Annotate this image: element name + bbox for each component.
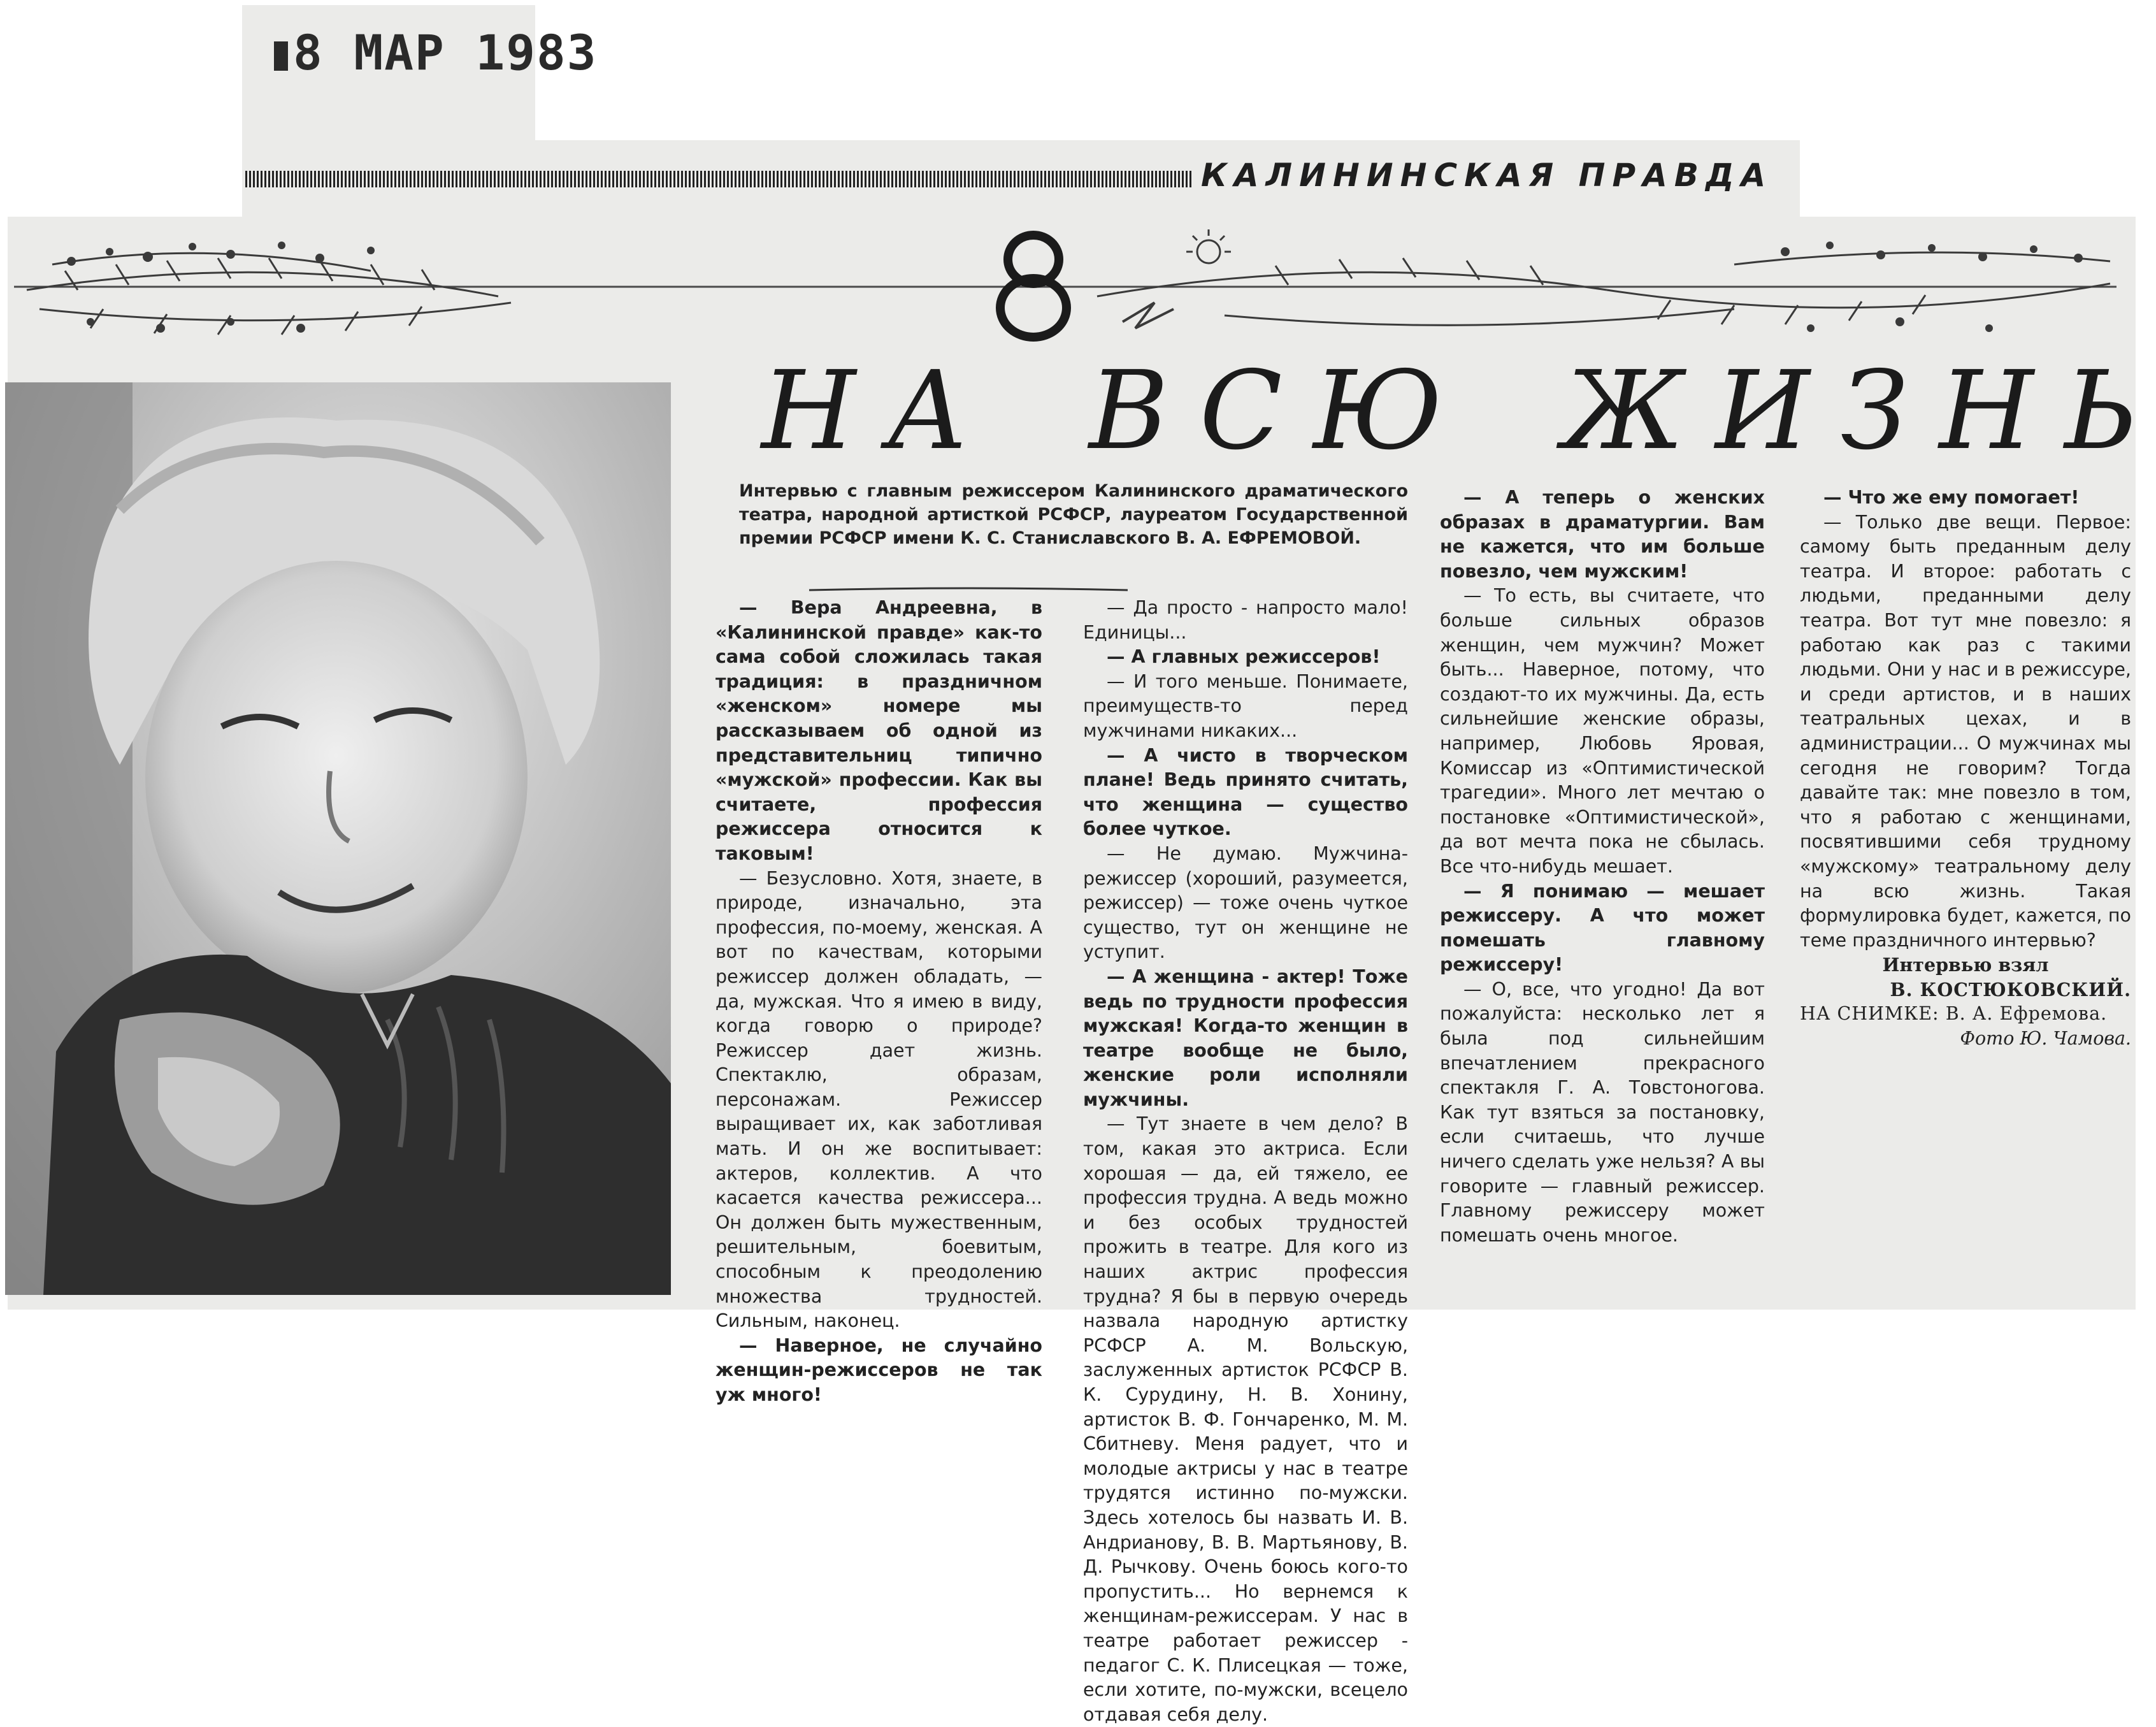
headline-letter: Н <box>1939 348 2034 474</box>
headline-letter: С <box>1199 348 1283 474</box>
question-paragraph: — А главных режиссеров! <box>1107 646 1381 668</box>
masthead-rule <box>245 171 1191 187</box>
article-column-1 <box>715 596 1042 1408</box>
newspaper-name: КАЛИНИНСКАЯ ПРАВДА <box>1201 157 1773 194</box>
headline <box>761 347 2138 475</box>
headline-letter: Ь <box>2064 348 2138 474</box>
answer-paragraph: — Да просто - напросто мало! Единицы... <box>1083 597 1408 643</box>
answer-paragraph: — Только две вещи. Первое: самому быть преданным делу театра. И второе: работать с людьми, преданными делу театра. Вот тут мне повезло: я работаю как раз с такими людьми. Они у нас и в режиссуре, и среди артистов, и в наших театральных цехах, и в администрации... О мужчинах мы сегодня не говорим? Тогда давайте так: мне повезло в том, что я работаю с женщинами, посвятившими себя трудному «мужскому» театральному делу на всю жизнь. Такая формулировка будет, кажется, по теме праздничного интервью? <box>1800 511 2131 951</box>
number-eight <box>1000 235 1067 337</box>
article-column-3 <box>1440 486 1765 1248</box>
lead-paragraph: Интервью с главным режиссером Калининского драматического театра, народной артисткой РСФСР, лауреатом Государственной премии РСФСР имени К. С. Станиславского В. А. ЕФРЕМОВОЙ. <box>739 481 1408 548</box>
answer-paragraph: — И того меньше. Понимаете, преимуществ-то перед мужчинами никаких... <box>1083 670 1408 741</box>
headline-letter: И <box>1715 348 1810 474</box>
date-stamp: 8 МАР 1983 <box>274 24 598 81</box>
sun-icon <box>1186 229 1231 263</box>
question-paragraph: — Наверное, не случайно женщин-режиссеров не так уж много! <box>715 1334 1042 1405</box>
article-column-2 <box>1083 596 1408 1725</box>
answer-paragraph: — Безусловно. Хотя, знаете, в природе, изначально, эта профессия, по-моему, женская. А вот по качествам, которыми режиссер должен обладать, — да, мужская. Что я имею в виду, когда говорю о природе? Режиссер дает жизнь. Спектаклю, образам, персонажам. Режиссер выращивает их, как заботливая мать. И он же воспитывает: актеров, коллектив. А что касается качества режиссера... Он должен быть мужественным, решительным, боевитым, способным к преодолению множества трудностей. Сильным, наконец. <box>715 867 1042 1332</box>
answer-paragraph: — О, все, что угодно! Да вот пожалуйста: несколько лет я была под сильнейшим впечатлением прекрасного спектакля Г. А. Товстоногова. Как тут взяться за постановку, если считаешь, что лучше ничего сделать уже нельзя? А вы говорите — главный режиссер. Главному режиссеру может помешать очень многое. <box>1440 978 1765 1246</box>
mimosa-branch-right <box>1097 252 2110 325</box>
headline-letter: Н <box>761 348 856 474</box>
headline-letter: З <box>1841 348 1909 474</box>
answer-paragraph: — Не думаю. Мужчина-режиссер (хороший, разумеется, режиссер) — тоже очень чуткое существо, тут он женщине не уступит. <box>1083 842 1408 963</box>
answer-paragraph: — То есть, вы считаете, что больше сильных образов женщин, чем мужчин? Может быть... Наверное, потому, что создают-то их мужчины. Да, есть сильнейшие женские образы, например, Любовь Яровая, Комиссар из «Оптимистической трагедии». Много лет мечтаю о постановке «Оптимистической», да вот мечта пока не сбылась. Все что-нибудь мешает. <box>1440 585 1765 877</box>
interview-credit: Интервью взял <box>1882 954 2049 976</box>
question-paragraph: — Что же ему помогает! <box>1823 487 2080 508</box>
headline-letter: А <box>886 348 969 474</box>
lead-rule <box>809 586 1128 593</box>
question-paragraph: — А чисто в творческом плане! Ведь принято считать, что женщина — существо более чуткое. <box>1083 744 1408 840</box>
headline-letter: В <box>1089 348 1169 474</box>
headline-letter: Ю <box>1313 348 1443 474</box>
answer-paragraph: — Тут знаете в чем дело? В том, какая это актриса. Если хорошая — да, ей тяжело, ее профессия трудна. А ведь можно и без особых трудностей прожить в театре. Для кого из наших актрис профессия трудна? Я бы в первую очередь назвала народную артистку РСФСР А. М. Вольскую, заслуженных артисток РСФСР В. К. Сурудину, Н. В. Хонину, артисток В. Ф. Гончаренко, М. М. Сбитневу. Меня радует, что и молодые актрисы у нас в театре трудятся истинно по-мужски. Здесь хотелось бы назвать И. В. Андрианову, В. В. Мартьянову, В. Д. Рычкову. Очень боюсь кого-то пропустить... Но вернемся к женщинам-режиссерам. У нас в театре работает режиссер - педагог С. К. Плисецкая — тоже, если хотите, по-мужски, всецело отдавая себя делу. <box>1083 1113 1408 1725</box>
headline-letter: Ж <box>1562 348 1685 474</box>
photo-credit: Фото Ю. Чамова. <box>1960 1028 2131 1050</box>
march-8-banner <box>14 226 2116 347</box>
question-paragraph: — А женщина - актер! Тоже ведь по трудности профессия мужская! Когда-то женщин в театре вообще не было, женские роли исполняли мужчины. <box>1083 965 1408 1110</box>
portrait-photo <box>5 382 671 1295</box>
question-paragraph: — Вера Андреевна, в «Калининской правде» как-то сама собой сложилась такая традиция: в праздничном «женском» номере мы рассказываем об одной из представительниц типично «мужской» профессии. Как вы считаете, профессия режиссера относится к таковым! <box>715 597 1042 864</box>
photo-caption: НА СНИМКЕ: В. А. Ефремова. <box>1800 1003 2108 1025</box>
question-paragraph: — А теперь о женских образах в драматургии. Вам не кажется, что им больше повезло, чем мужским! <box>1440 487 1765 582</box>
author-name: В. КОСТЮКОВСКИЙ. <box>1890 978 2131 1001</box>
question-paragraph: — Я понимаю — мешает режиссеру. А что может помешать главному режиссеру! <box>1440 880 1765 976</box>
article-column-4 <box>1800 486 2131 1051</box>
